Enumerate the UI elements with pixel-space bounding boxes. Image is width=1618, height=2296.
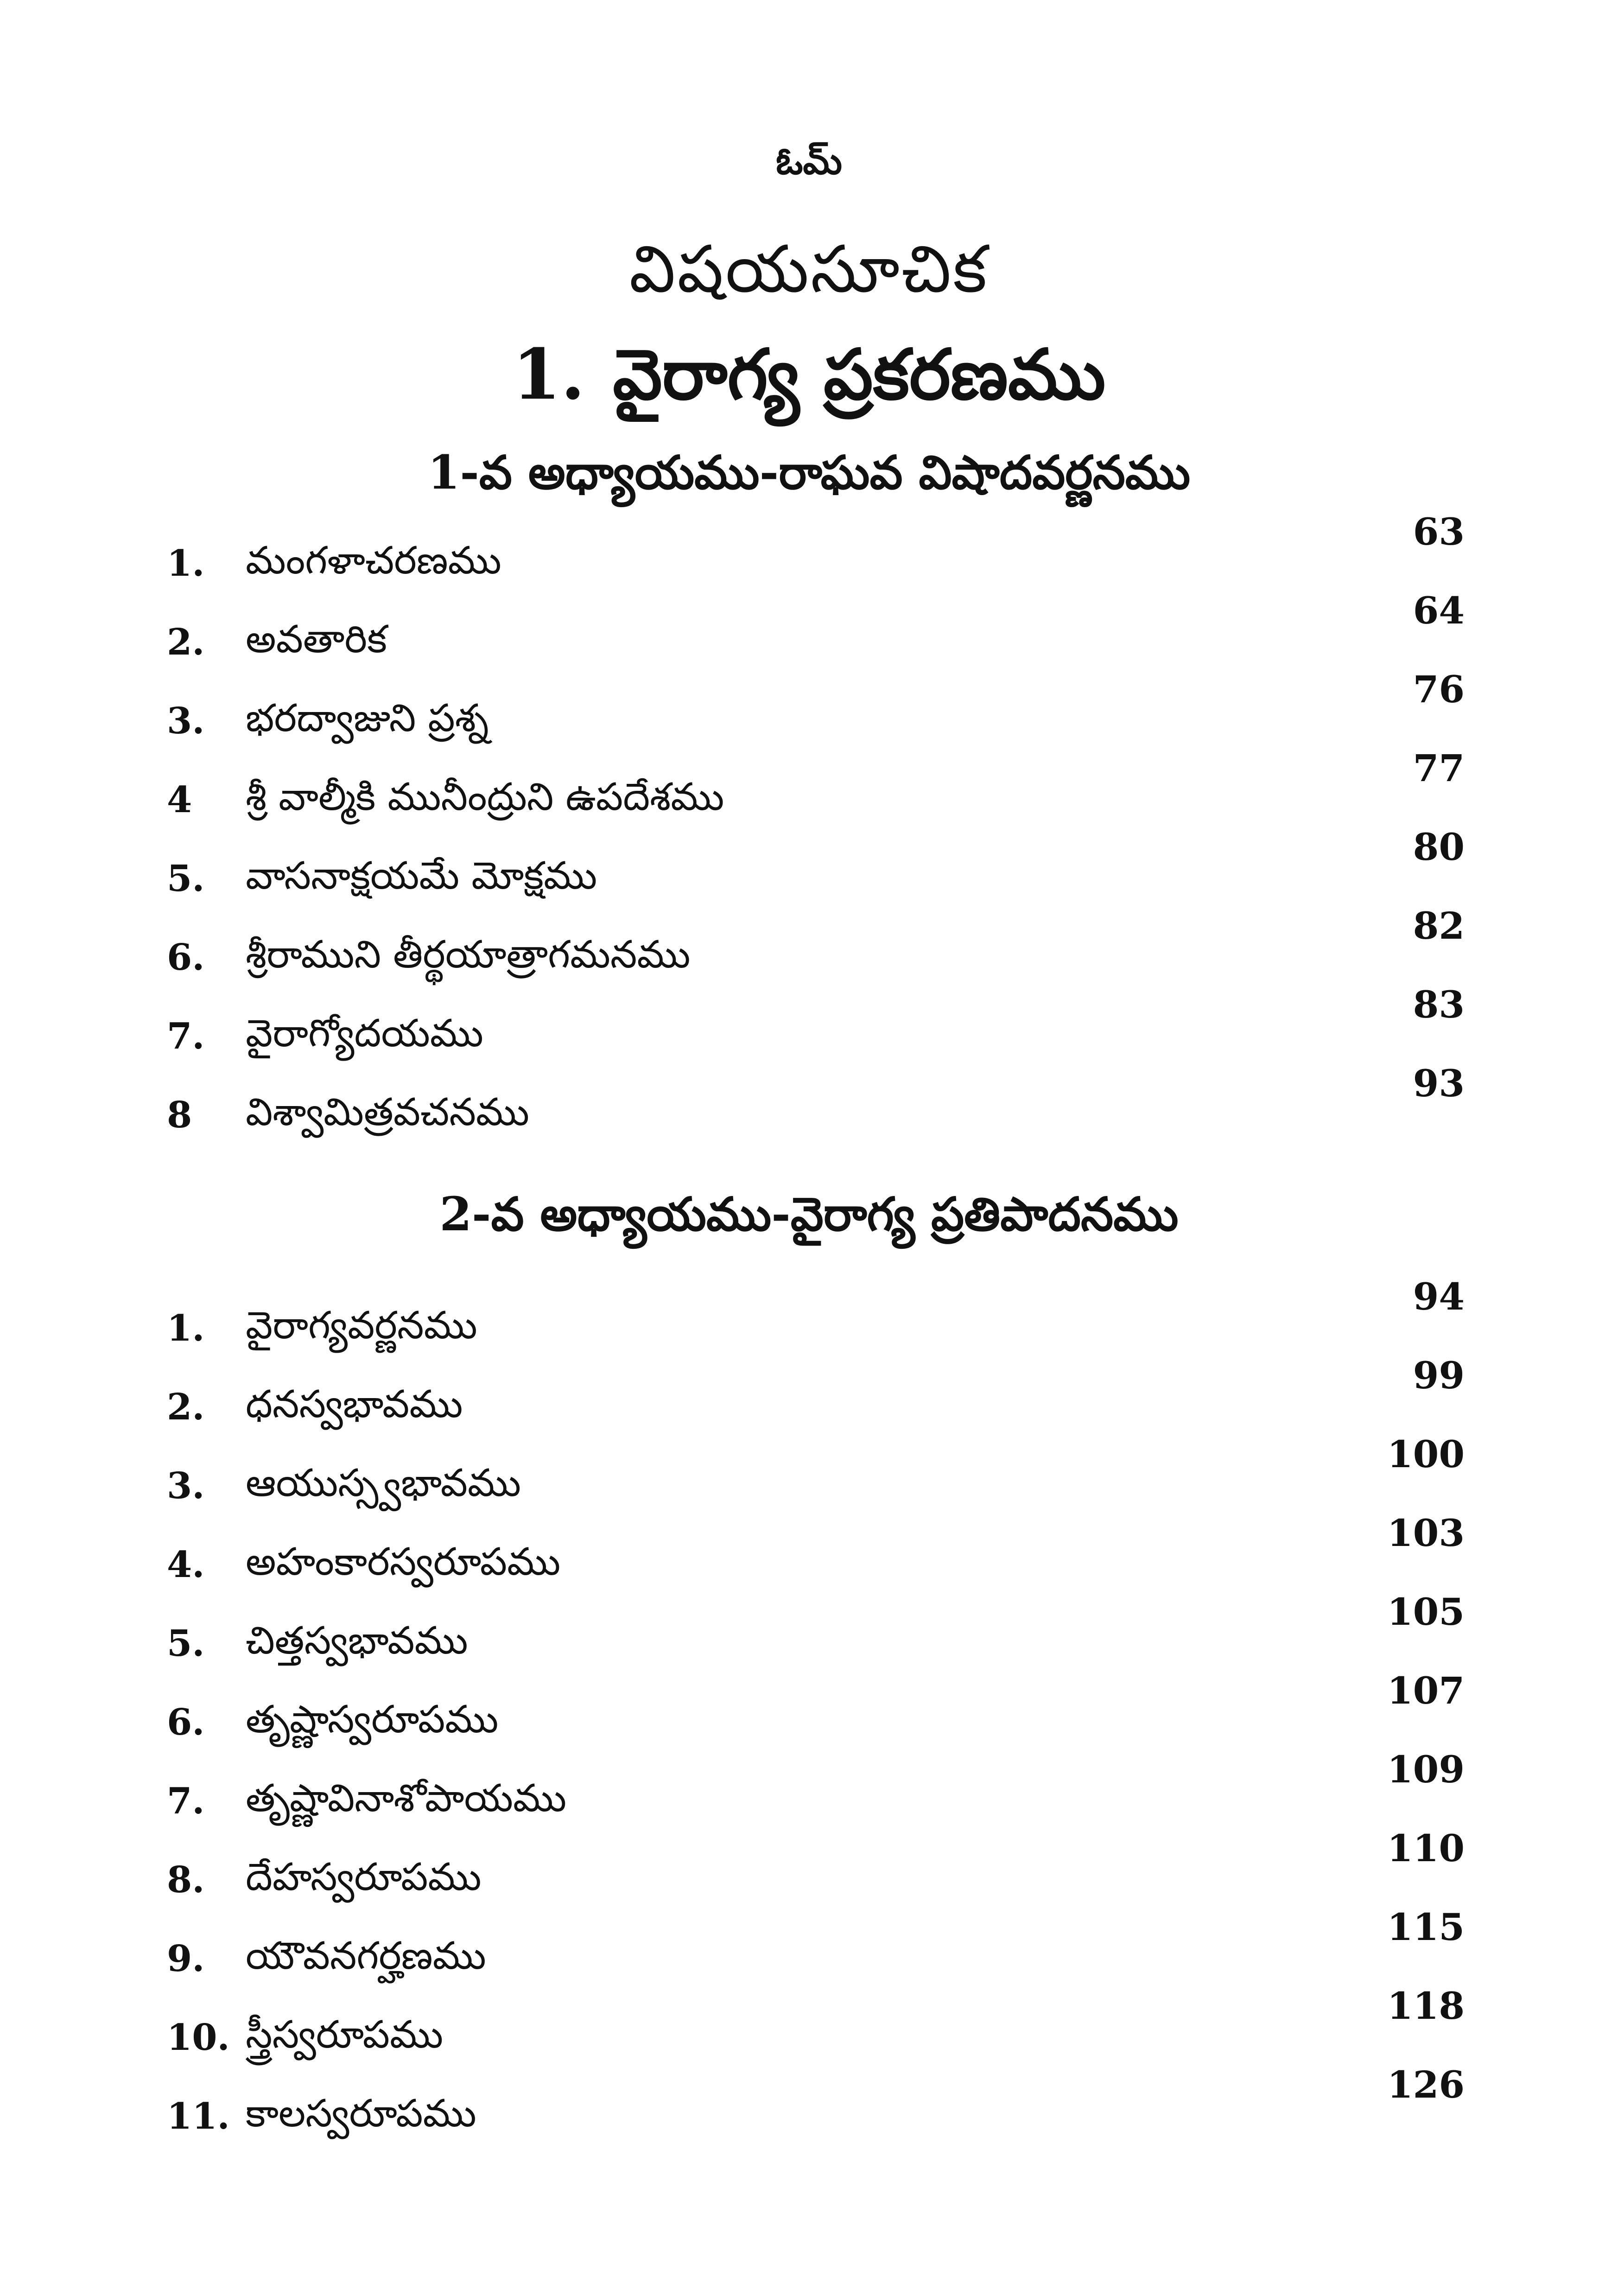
toc-item-page: 100 [1387, 1432, 1465, 1476]
toc-item [167, 904, 1465, 979]
chapter-heading-1: 1-వ అధ్యాయము-రాఘవ విషాదవర్ణనము [427, 445, 1191, 500]
toc-item-page: 82 [1413, 904, 1465, 948]
toc-item-number: 10. [167, 2016, 230, 2059]
toc-item [167, 1748, 1465, 1822]
toc-item-number: 11. [167, 2095, 230, 2137]
toc-item [167, 1432, 1465, 1507]
section-number: 1. [512, 334, 585, 415]
toc-item-label: అవతారిక [246, 617, 387, 661]
toc-item-number: 5. [167, 858, 205, 900]
toc-item-label: విశ్వామిత్రవచనము [246, 1090, 530, 1134]
toc-item-label: శ్రీరాముని తీర్థయాత్రాగమనము [246, 933, 691, 977]
toc-item [167, 510, 1465, 585]
toc-item [167, 825, 1465, 900]
toc-item-label: అహంకారస్వరూపము [246, 1540, 561, 1584]
toc-item [167, 589, 1465, 663]
toc-item [167, 746, 1465, 821]
toc-item-number: 1. [167, 1307, 205, 1349]
toc-item-page: 99 [1413, 1354, 1465, 1397]
toc-item-label: కాలస్వరూపము [246, 2092, 476, 2136]
toc-item-label: ధనస్వభావము [246, 1382, 463, 1426]
section-title-text: వైరాగ్య ప్రకరణము [613, 334, 1106, 415]
toc-item-number: 6. [167, 936, 205, 979]
toc-item-number: 1. [167, 542, 205, 585]
toc-item-label: స్త్రీస్వరూపము [246, 2013, 444, 2057]
toc-item [167, 983, 1465, 1057]
toc-item-number: 9. [167, 1938, 205, 1980]
toc-item-page: 115 [1387, 1905, 1465, 1949]
toc-item-label: భరద్వాజుని ప్రశ్న [246, 696, 489, 740]
toc-item-label: తృష్ణాస్వరూపము [246, 1698, 499, 1742]
toc-item-page: 105 [1387, 1590, 1465, 1634]
toc-item [167, 1669, 1465, 1743]
toc-item-label: వైరాగ్యవర్ణనము [246, 1304, 477, 1348]
toc-item-number: 7. [167, 1015, 205, 1057]
toc-item-number: 2. [167, 1386, 205, 1428]
om-heading: ఓమ్ [775, 139, 843, 183]
toc-item-label: ఆయుస్స్వభావము [246, 1461, 521, 1505]
toc-item [167, 1354, 1465, 1428]
toc-item-page: 110 [1387, 1826, 1465, 1870]
toc-item-number: 6. [167, 1701, 205, 1743]
toc-item-page: 107 [1387, 1669, 1465, 1712]
toc-item [167, 1984, 1465, 2059]
toc-item-page: 63 [1413, 510, 1465, 553]
toc-item-number: 2. [167, 621, 205, 663]
toc-item-number: 7. [167, 1780, 205, 1822]
toc-item-page: 76 [1413, 668, 1465, 711]
toc-item [167, 1590, 1465, 1665]
toc-item-page: 109 [1387, 1748, 1465, 1791]
toc-item-page: 118 [1387, 1984, 1465, 2028]
toc-item-label: వాసనాక్షయమే మోక్షము [246, 854, 597, 898]
toc-item-page: 94 [1413, 1275, 1465, 1318]
toc-item [167, 1826, 1465, 1901]
toc-item-page: 80 [1413, 825, 1465, 869]
toc-item-number: 5. [167, 1622, 205, 1665]
toc-item-label: దేహస్వరూపము [246, 1855, 482, 1899]
toc-item-label: తృష్ణావినాశోపాయము [246, 1776, 567, 1820]
toc-item-page: 126 [1387, 2063, 1465, 2106]
toc-item-number: 4 [167, 779, 192, 821]
toc-item [167, 1062, 1465, 1136]
toc-item [167, 668, 1465, 742]
toc-item-number: 8. [167, 1859, 205, 1901]
toc-item-label: మంగళాచరణము [246, 539, 501, 583]
chapter-heading-2: 2-వ అధ్యాయము-వైరాగ్య ప్రతిపాదనము [439, 1187, 1179, 1241]
toc-item-page: 64 [1413, 589, 1465, 632]
toc-item-label: యౌవనగర్హణము [246, 1934, 486, 1978]
toc-item-number: 3. [167, 1465, 205, 1507]
toc-item-label: చిత్తస్వభావము [246, 1619, 468, 1663]
toc-item [167, 2063, 1465, 2137]
toc-item-page: 103 [1387, 1511, 1465, 1555]
toc-item-page: 93 [1413, 1062, 1465, 1105]
toc-item-page: 83 [1413, 983, 1465, 1026]
toc-item-page: 77 [1413, 746, 1465, 790]
toc-item-number: 8 [167, 1094, 192, 1136]
toc-item-number: 3. [167, 700, 205, 742]
section-title [0, 334, 1618, 432]
toc-item-number: 4. [167, 1544, 205, 1586]
toc-item [167, 1905, 1465, 1980]
toc-item [167, 1275, 1465, 1349]
toc-item-label: శ్రీ వాల్మీకి మునీంద్రుని ఉపదేశము [246, 775, 724, 819]
page-title: విషయసూచిక [629, 232, 989, 307]
toc-item-label: వైరాగ్యోదయము [246, 1011, 483, 1056]
toc-item [167, 1511, 1465, 1586]
